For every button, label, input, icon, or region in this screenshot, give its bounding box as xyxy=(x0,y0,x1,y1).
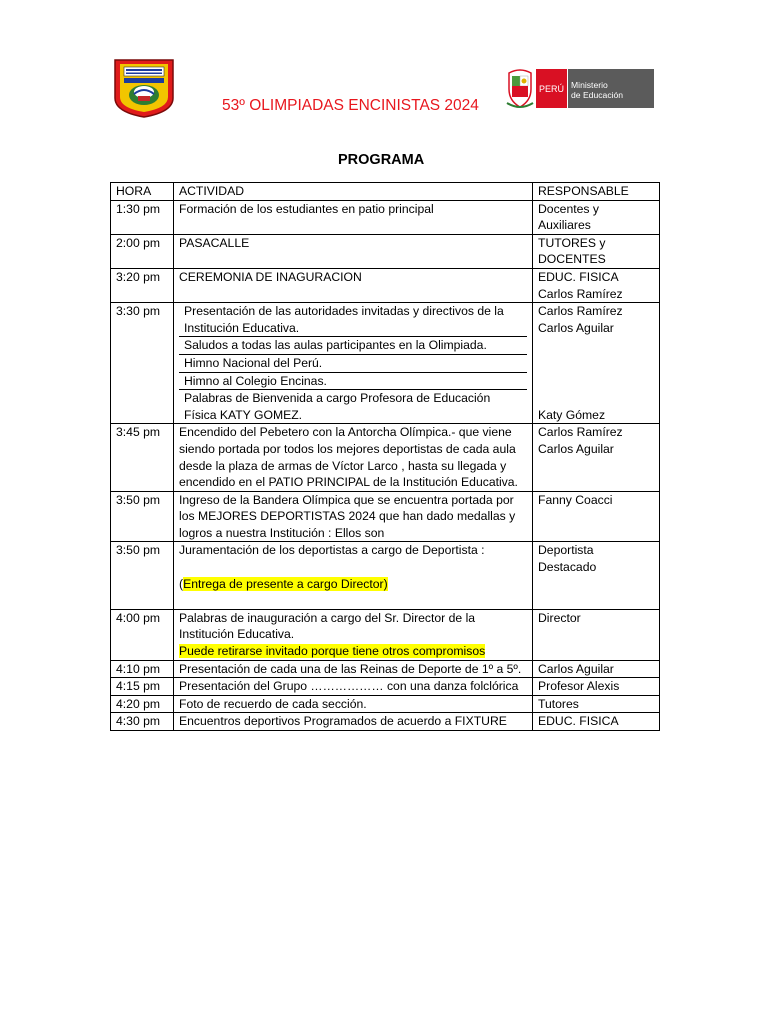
row-activity: Encuentros deportivos Programados de acuerdo a FIXTURE xyxy=(174,713,533,731)
row-time: 2:00 pm xyxy=(111,234,174,268)
row-activity-group xyxy=(174,303,533,424)
activity-subline: Himno Nacional del Perú. xyxy=(179,355,527,373)
responsible-line: Docentes y xyxy=(538,201,599,216)
responsible-line: EDUC. FISICA xyxy=(538,269,619,284)
ministry-label-line1: Ministerio xyxy=(571,80,608,90)
row-responsible xyxy=(533,200,660,234)
row-responsible xyxy=(533,234,660,268)
peru-coat-of-arms-icon xyxy=(507,70,533,107)
document-title: 53º OLIMPIADAS ENCINISTAS 2024 xyxy=(222,97,479,114)
row-time: 4:30 pm xyxy=(111,713,174,731)
table-row xyxy=(111,424,660,491)
table-row xyxy=(111,678,660,696)
row-responsible xyxy=(533,609,660,660)
row-time: 4:15 pm xyxy=(111,678,174,696)
row-activity: PASACALLE xyxy=(174,234,533,268)
responsible-line: EDUC. FISICA xyxy=(538,714,619,729)
row-time: 3:20 pm xyxy=(111,268,174,302)
row-activity: Presentación del Grupo ……………… con una danza folclórica xyxy=(174,678,533,696)
responsible-line: Carlos Aguilar xyxy=(538,320,614,335)
responsible-line: Deportista xyxy=(538,543,594,558)
responsible-line: TUTORES y xyxy=(538,235,606,250)
table-row xyxy=(111,200,660,234)
row-responsible xyxy=(533,713,660,731)
activity-text: Juramentación de los deportistas a cargo de Deportista : xyxy=(179,543,485,558)
row-activity: Formación de los estudiantes en patio principal xyxy=(174,200,533,234)
row-responsible xyxy=(533,491,660,542)
table-row xyxy=(111,491,660,542)
responsible-line: Tutores xyxy=(538,696,579,711)
table-header-row xyxy=(111,183,660,201)
table-row xyxy=(111,660,660,678)
row-activity: Foto de recuerdo de cada sección. xyxy=(174,695,533,713)
activity-subline: Himno al Colegio Encinas. xyxy=(179,373,527,391)
row-responsible xyxy=(533,424,660,491)
responsible-line: Katy Gómez xyxy=(538,407,606,422)
activity-note xyxy=(179,576,527,593)
highlighted-note: Entrega de presente a cargo Director) xyxy=(183,576,388,591)
row-responsible xyxy=(533,268,660,302)
responsible-line: Director xyxy=(538,610,581,625)
header-time: HORA xyxy=(111,183,174,201)
responsible-line: Carlos Aguilar xyxy=(538,441,614,456)
row-time: 3:50 pm xyxy=(111,491,174,542)
header-activity: ACTIVIDAD xyxy=(174,183,533,201)
table-row xyxy=(111,609,660,660)
row-time: 4:10 pm xyxy=(111,660,174,678)
table-row xyxy=(111,303,660,424)
row-responsible xyxy=(533,303,660,424)
responsible-line: Carlos Ramírez xyxy=(538,304,623,319)
row-activity xyxy=(174,609,533,660)
highlighted-note: Puede retirarse invitado porque tiene otros compromisos xyxy=(179,644,486,659)
responsible-line: DOCENTES xyxy=(538,252,606,267)
responsible-line: Fanny Coacci xyxy=(538,492,613,507)
row-activity: Encendido del Pebetero con la Antorcha Olímpica.- que viene siendo portada por todos los mejores deportistas de cada aula desde la plaza de armas de Víctor Larco , hasta su llegada y encendido en el PATIO PRINCIPAL de la Institución Educativa. xyxy=(174,424,533,491)
responsible-line: Carlos Aguilar xyxy=(538,661,614,676)
row-activity: Presentación de cada una de las Reinas de Deporte de 1º a 5º. xyxy=(174,660,533,678)
program-table xyxy=(110,182,660,731)
row-activity xyxy=(174,542,533,609)
responsible-line: Carlos Ramírez xyxy=(538,425,623,440)
responsible-line: Destacado xyxy=(538,560,597,575)
table-row xyxy=(111,268,660,302)
activity-subline: Presentación de las autoridades invitadas y directivos de la Institución Educativa. xyxy=(179,303,527,337)
activity-text: Palabras de inauguración a cargo del Sr. Director de la Institución Educativa. xyxy=(179,610,476,642)
ministry-of-education-logo xyxy=(505,67,655,110)
row-responsible xyxy=(533,678,660,696)
note-open-paren: ( xyxy=(179,576,184,591)
activity-subline: Saludos a todas las aulas participantes en la Olimpiada. xyxy=(179,337,527,355)
row-activity: Ingreso de la Bandera Olímpica que se encuentra portada por los MEJORES DEPORTISTAS 2024 que han dado medallas y logros a nuestra Institución : Ellos son xyxy=(174,491,533,542)
school-crest-icon xyxy=(112,58,176,118)
peru-label: PERÚ xyxy=(539,84,565,94)
section-title: PROGRAMA xyxy=(338,152,425,168)
row-time: 3:30 pm xyxy=(111,303,174,424)
row-time: 3:50 pm xyxy=(111,542,174,609)
table-row xyxy=(111,695,660,713)
row-responsible xyxy=(533,542,660,609)
row-activity: CEREMONIA DE INAGURACION xyxy=(174,268,533,302)
table-row xyxy=(111,713,660,731)
row-responsible xyxy=(533,660,660,678)
responsible-line: Auxiliares xyxy=(538,218,591,233)
row-time: 4:00 pm xyxy=(111,609,174,660)
responsible-line: Carlos Ramírez xyxy=(538,286,623,301)
row-time: 4:20 pm xyxy=(111,695,174,713)
responsible-line: Profesor Alexis xyxy=(538,679,620,694)
row-time: 1:30 pm xyxy=(111,200,174,234)
row-time: 3:45 pm xyxy=(111,424,174,491)
table-row xyxy=(111,234,660,268)
activity-subline: Palabras de Bienvenida a cargo Profesora de Educación Física KATY GOMEZ. xyxy=(184,391,491,422)
ministry-label-line2: de Educación xyxy=(571,90,624,100)
row-responsible xyxy=(533,695,660,713)
header-responsible: RESPONSABLE xyxy=(533,183,660,201)
table-row xyxy=(111,542,660,609)
